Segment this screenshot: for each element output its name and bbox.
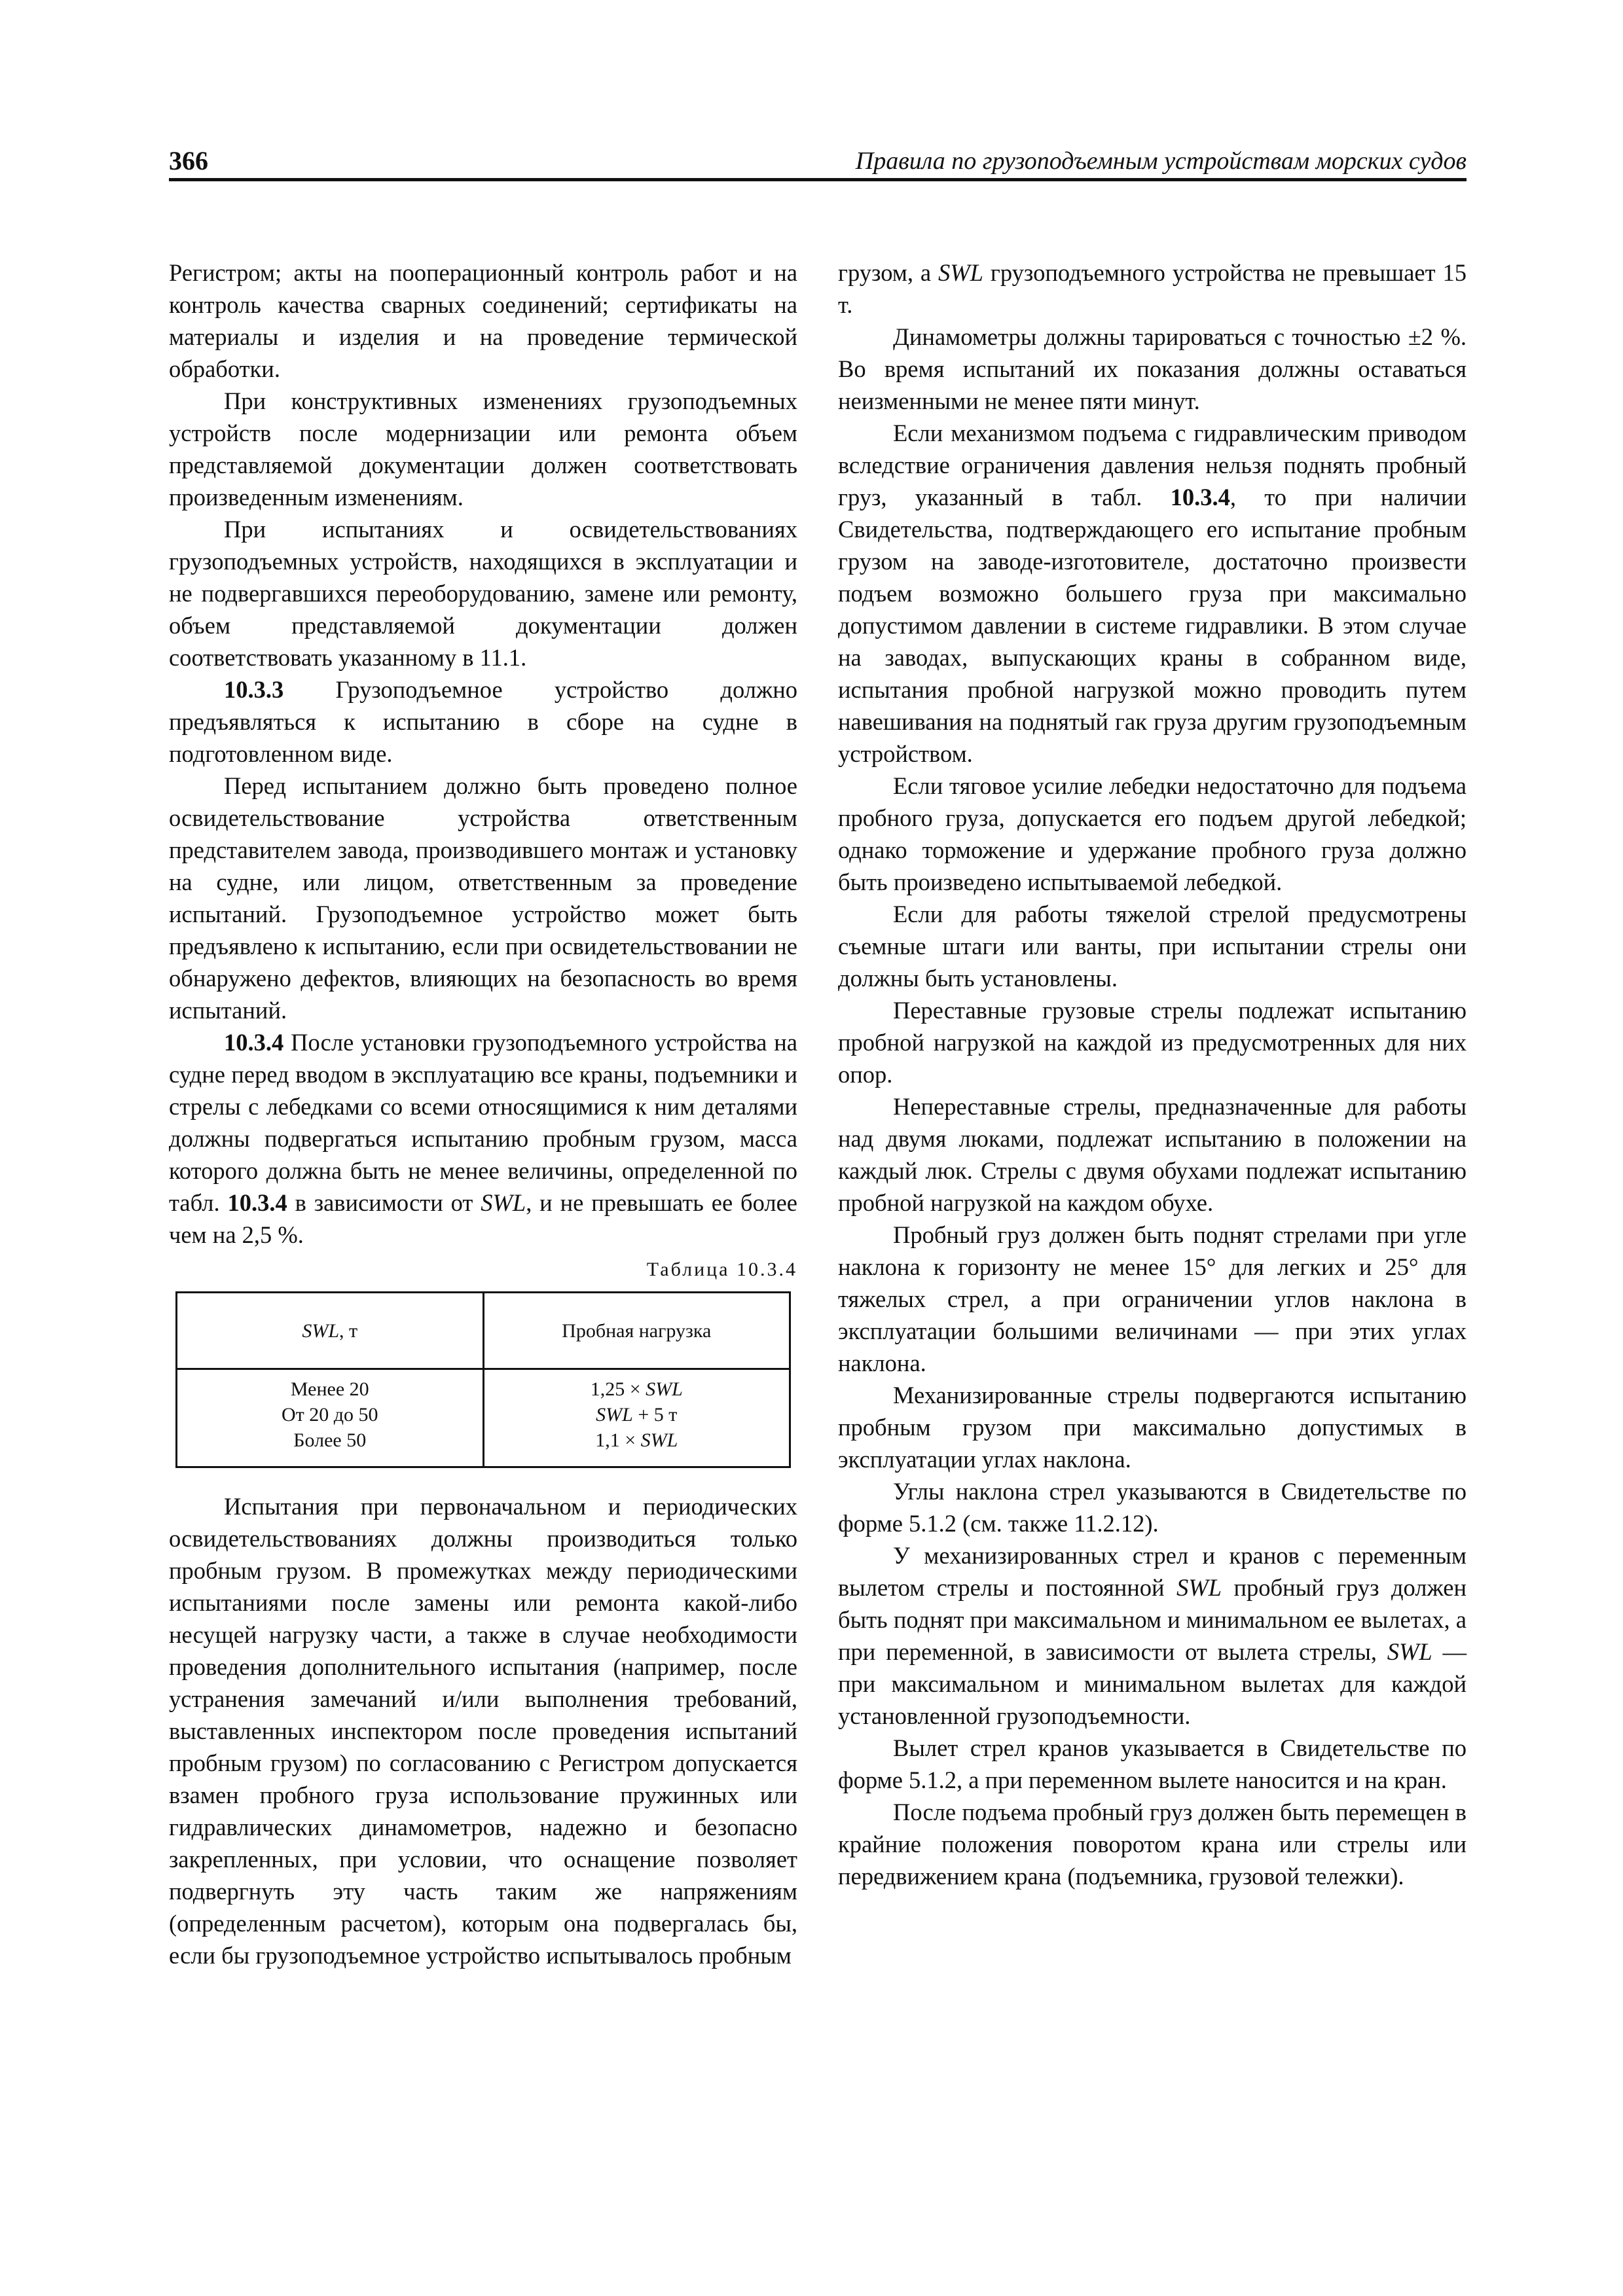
- test-load: [485, 1402, 789, 1427]
- swl-term: SWL: [481, 1189, 526, 1216]
- test-load-table: [175, 1291, 791, 1468]
- table-header-swl: [177, 1293, 484, 1369]
- left-column: [169, 257, 797, 1971]
- table-caption: Таблица 10.3.4: [646, 1259, 797, 1280]
- table-row: [177, 1369, 790, 1467]
- paragraph: [838, 417, 1467, 770]
- section-text: , и не превышать ее более чем на 2,5 %.: [169, 1189, 797, 1248]
- swl-term: SWL: [938, 259, 983, 286]
- swl-term: SWL: [646, 1378, 683, 1400]
- paragraph: Если для работы тяжелой стрелой предусмотрены съемные штаги или ванты, при испытании стрелы они должны быть установлены.: [838, 901, 1467, 992]
- section-number: 10.3.3: [224, 676, 284, 703]
- test-load: [485, 1376, 789, 1402]
- load-part: + 5 т: [632, 1404, 678, 1426]
- swl-range: От 20 до 50: [281, 1404, 378, 1426]
- swl-term: SWL: [302, 1319, 340, 1342]
- paragraph: Переставные грузовые стрелы подлежат испытанию пробной нагрузкой на каждой из предусмотренных для них опор.: [838, 997, 1467, 1088]
- right-column: [838, 257, 1467, 1892]
- swl-range-cell: [177, 1369, 484, 1467]
- swl-term: SWL: [1176, 1574, 1222, 1601]
- unit-label: , т: [339, 1319, 358, 1342]
- test-load-cell: [483, 1369, 790, 1467]
- paragraph: Пробный груз должен быть поднят стрелами при угле наклона к горизонту не менее 15° для легких и 25° для тяжелых стрел, а при ограничении углов наклона в эксплуатации большими величинами — при этих углах наклона.: [838, 1221, 1467, 1376]
- paragraph: При конструктивных изменениях грузоподъемных устройств после модернизации или ремонта объем представляемой документации должен соответствовать произведенным изменениям.: [169, 387, 797, 511]
- spacer: [169, 1468, 797, 1490]
- paragraph: [838, 257, 1467, 321]
- paragraph: Регистром; акты на пооперационный контроль работ и на контроль качества сварных соединений; сертификаты на материалы и изделия и на проведение термической обработки.: [169, 259, 797, 382]
- header-rule: [169, 178, 1467, 181]
- load-part: 1,25 ×: [590, 1378, 646, 1400]
- paragraph: Вылет стрел кранов указывается в Свидетельстве по форме 5.1.2, а при переменном вылете наносится и на кран.: [838, 1734, 1467, 1793]
- section-10-3-4: [169, 1026, 797, 1251]
- text: пробный груз должен быть поднят при максимальном и минимальном ее вылетах, а при переменной, в зависимости от вылета стрелы,: [838, 1574, 1467, 1665]
- swl-term: SWL: [596, 1404, 633, 1426]
- section-text: в зависимости от: [287, 1189, 481, 1216]
- page-number: 366: [169, 146, 208, 175]
- text: грузоподъемного устройства не превышает 15 т.: [838, 259, 1467, 318]
- text: У механизированных стрел и кранов с переменным вылетом стрелы и постоянной: [838, 1542, 1467, 1601]
- table-reference: 10.3.4: [1170, 484, 1230, 511]
- section-text: После установки грузоподъемного устройства на судне перед вводом в эксплуатацию все краны, подъемники и стрелы с лебедками со всеми относящимися к ним деталями должны подвергаться испытанию пробным грузом, масса которого должна быть не менее величины, определенной по табл.: [169, 1029, 797, 1216]
- running-title: Правила по грузоподъемным устройствам морских судов: [855, 147, 1467, 175]
- text: , то при наличии Свидетельства, подтверждающего его испытание пробным грузом на заводе-изготовителе, достаточно произвести подъем возможно большего груза при максимально допустимом давлении в системе гидравлики. В этом случае на заводах, выпускающих краны в собранном виде, испытания пробной нагрузкой можно проводить путем навешивания на поднятый гак груза другим грузоподъемным устройством.: [838, 484, 1467, 767]
- section-text: Грузоподъемное устройство должно предъявляться к испытанию в сборе на судне в подготовленном виде.: [169, 676, 797, 767]
- text: Если механизмом подъема с гидравлическим приводом вследствие ограничения давления нельзя поднять пробный груз, указанный в табл.: [838, 420, 1467, 511]
- text: грузом, а: [838, 259, 939, 286]
- swl-range: Более 50: [293, 1429, 367, 1451]
- paragraph: Динамометры должны тарироваться с точностью ±2 %. Во время испытаний их показания должны оставаться неизменными не менее пяти минут.: [838, 323, 1467, 414]
- table-reference: 10.3.4: [227, 1189, 287, 1216]
- table-header-row: [177, 1293, 790, 1369]
- text: — при максимальном и минимальном вылетах для каждой установленной грузоподъемности.: [838, 1638, 1467, 1729]
- section-10-3-3: [169, 673, 797, 770]
- test-load: [485, 1427, 789, 1453]
- swl-range: Менее 20: [290, 1378, 369, 1400]
- paragraph: Непереставные стрелы, предназначенные для работы над двумя люками, подлежат испытанию в положении на каждый люк. Стрелы с двумя обухами подлежат испытанию пробной нагрузкой на каждом обухе.: [838, 1093, 1467, 1216]
- load-part: 1,1 ×: [595, 1429, 641, 1451]
- paragraph: Перед испытанием должно быть проведено полное освидетельствование устройства ответственным представителем завода, производившего монтаж и установку на судне, или лицом, ответственным за проведение испытаний. Грузоподъемное устройство может быть предъявлено к испытанию, если при освидетельствовании не обнаружено дефектов, влияющих на безопасность во время испытаний.: [169, 772, 797, 1024]
- page-header: [169, 145, 1467, 177]
- paragraph: При испытаниях и освидетельствованиях грузоподъемных устройств, находящихся в эксплуатации и не подвергавшихся переоборудованию, замене или ремонту, объем представляемой документации должен соответствовать указанному в 11.1.: [169, 516, 797, 671]
- paragraph: Углы наклона стрел указываются в Свидетельстве по форме 5.1.2 (см. также 11.2.12).: [838, 1478, 1467, 1537]
- swl-term: SWL: [640, 1429, 678, 1451]
- paragraph: [838, 1539, 1467, 1732]
- paragraph: Механизированные стрелы подвергаются испытанию пробным грузом при максимально допустимых в эксплуатации углах наклона.: [838, 1382, 1467, 1473]
- paragraph: После подъема пробный груз должен быть перемещен в крайние положения поворотом крана или стрелы или передвижением крана (подъемника, грузовой тележки).: [838, 1799, 1467, 1890]
- paragraph: Если тяговое усилие лебедки недостаточно для подъема пробного груза, допускается его подъем другой лебедкой; однако торможение и удержание пробного груза должно быть произведено испытываемой лебедкой.: [838, 772, 1467, 895]
- table-header-load: Пробная нагрузка: [483, 1293, 790, 1369]
- paragraph: Испытания при первоначальном и периодических освидетельствованиях должны производиться только пробным грузом. В промежутках между периодическими испытаниями после замены или ремонта какой-либо несущей нагрузку части, а также в случае необходимости проведения дополнительного испытания (например, после устранения замечаний и/или выполнения требований, выставленных инспектором после проведения испытаний пробным грузом) по согласованию с Регистром допускается взамен пробного груза использование пружинных или гидравлических динамометров, надежно и безопасно закрепленных, при условии, что оснащение позволяет подвергнуть эту часть таким же напряжениям (определенным расчетом), которым она подвергалась бы, если бы грузоподъемное устройство испытывалось пробным: [169, 1493, 797, 1969]
- swl-term: SWL: [1387, 1638, 1432, 1665]
- section-number: 10.3.4: [224, 1029, 284, 1056]
